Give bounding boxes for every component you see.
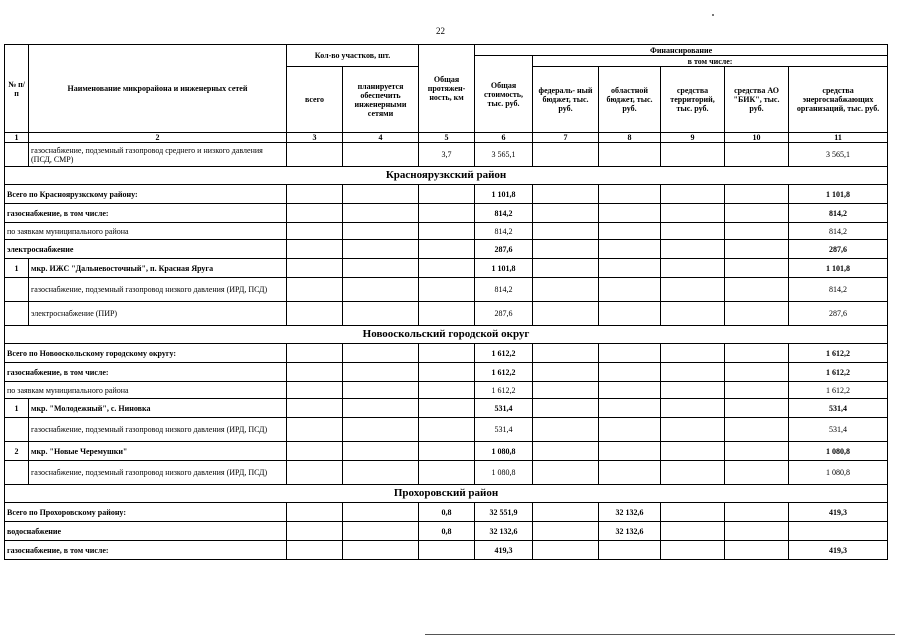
total-cost-cell: 1 612,2 (475, 363, 533, 382)
table-row (5, 541, 888, 560)
header-length: Общая протяжен- ность, км (419, 45, 475, 133)
federal-cell (533, 503, 599, 522)
energy-cell: 1 080,8 (789, 461, 888, 485)
row-name: газоснабжение, подземный газопровод среднего и низкого давления (ПСД, СМР) (29, 143, 287, 167)
table-row (5, 363, 888, 382)
row-name: мкр. "Молодежный", с. Ниновка (29, 399, 287, 418)
plots-total-cell (287, 503, 343, 522)
territories-cell (661, 363, 725, 382)
energy-cell: 1 080,8 (789, 442, 888, 461)
scan-speck (712, 14, 714, 16)
column-number: 3 (287, 133, 343, 143)
federal-cell (533, 399, 599, 418)
header-bik: средства АО "БИК", тыс. руб. (725, 67, 789, 133)
row-name: Всего по Прохоровскому району: (5, 503, 287, 522)
plots-planned-cell (343, 382, 419, 399)
length-cell: 0,8 (419, 503, 475, 522)
energy-cell: 531,4 (789, 418, 888, 442)
total-cost-cell: 1 101,8 (475, 259, 533, 278)
total-cost-cell: 1 612,2 (475, 344, 533, 363)
column-number: 8 (599, 133, 661, 143)
table-row (5, 344, 888, 363)
table-row (5, 522, 888, 541)
total-cost-cell: 419,3 (475, 541, 533, 560)
regional-cell (599, 143, 661, 167)
federal-cell (533, 302, 599, 326)
federal-cell (533, 418, 599, 442)
row-name: газоснабжение, в том числе: (5, 204, 287, 223)
federal-cell (533, 461, 599, 485)
column-number: 4 (343, 133, 419, 143)
header-name: Наименование микрорайона и инженерных сетей (29, 45, 287, 133)
bik-cell (725, 461, 789, 485)
regional-cell (599, 363, 661, 382)
bik-cell (725, 503, 789, 522)
length-cell (419, 259, 475, 278)
regional-cell: 32 132,6 (599, 522, 661, 541)
federal-cell (533, 185, 599, 204)
length-cell (419, 363, 475, 382)
territories-cell (661, 344, 725, 363)
row-num: 2 (5, 442, 29, 461)
bik-cell (725, 399, 789, 418)
table-row (5, 204, 888, 223)
row-num: 1 (5, 259, 29, 278)
header-total-cost: Общая стоимость, тыс. руб. (475, 56, 533, 133)
header-plots-planned: планируется обеспечить инженерными сетями (343, 67, 419, 133)
row-name: электроснабжение (5, 240, 287, 259)
header-territories: средства территорий, тыс. руб. (661, 67, 725, 133)
plots-planned-cell (343, 541, 419, 560)
row-name: газоснабжение, подземный газопровод низкого давления (ИРД, ПСД) (29, 278, 287, 302)
row-name: водоснабжение (5, 522, 287, 541)
total-cost-cell: 1 080,8 (475, 442, 533, 461)
energy-cell: 419,3 (789, 503, 888, 522)
regional-cell (599, 185, 661, 204)
table-row (5, 143, 888, 167)
table-row (5, 278, 888, 302)
total-cost-cell: 814,2 (475, 223, 533, 240)
regional-cell (599, 541, 661, 560)
territories-cell (661, 382, 725, 399)
row-name: по заявкам муниципального района (5, 382, 287, 399)
header-including: в том числе: (533, 56, 888, 67)
length-cell (419, 461, 475, 485)
plots-total-cell (287, 461, 343, 485)
plots-total-cell (287, 418, 343, 442)
regional-cell: 32 132,6 (599, 503, 661, 522)
bottom-rule (425, 634, 895, 635)
plots-total-cell (287, 399, 343, 418)
territories-cell (661, 418, 725, 442)
federal-cell (533, 204, 599, 223)
column-number: 7 (533, 133, 599, 143)
plots-planned-cell (343, 363, 419, 382)
row-num (5, 278, 29, 302)
energy-cell: 1 101,8 (789, 259, 888, 278)
length-cell (419, 204, 475, 223)
plots-planned-cell (343, 461, 419, 485)
federal-cell (533, 240, 599, 259)
territories-cell (661, 185, 725, 204)
plots-planned-cell (343, 240, 419, 259)
regional-cell (599, 278, 661, 302)
row-name: газоснабжение, подземный газопровод низкого давления (ИРД, ПСД) (29, 461, 287, 485)
table-row (5, 223, 888, 240)
row-name: электроснабжение (ПИР) (29, 302, 287, 326)
energy-cell: 419,3 (789, 541, 888, 560)
plots-planned-cell (343, 503, 419, 522)
territories-cell (661, 522, 725, 541)
total-cost-cell: 287,6 (475, 240, 533, 259)
territories-cell (661, 240, 725, 259)
regional-cell (599, 399, 661, 418)
plots-total-cell (287, 302, 343, 326)
territories-cell (661, 204, 725, 223)
bik-cell (725, 418, 789, 442)
territories-cell (661, 278, 725, 302)
table-row (5, 259, 888, 278)
row-num (5, 302, 29, 326)
plots-planned-cell (343, 302, 419, 326)
row-name: мкр. ИЖС "Дальневосточный", п. Красная Яруга (29, 259, 287, 278)
regional-cell (599, 302, 661, 326)
bik-cell (725, 442, 789, 461)
plots-planned-cell (343, 185, 419, 204)
territories-cell (661, 503, 725, 522)
total-cost-cell: 814,2 (475, 278, 533, 302)
energy-cell: 1 612,2 (789, 382, 888, 399)
column-number: 9 (661, 133, 725, 143)
territories-cell (661, 399, 725, 418)
federal-cell (533, 223, 599, 240)
bik-cell (725, 363, 789, 382)
table-body (5, 143, 888, 560)
regional-cell (599, 204, 661, 223)
plots-planned-cell (343, 418, 419, 442)
row-num (5, 143, 29, 167)
territories-cell (661, 461, 725, 485)
table-row (5, 503, 888, 522)
total-cost-cell: 1 101,8 (475, 185, 533, 204)
federal-cell (533, 541, 599, 560)
column-number: 5 (419, 133, 475, 143)
header-regional: областной бюджет, тыс. руб. (599, 67, 661, 133)
column-number: 11 (789, 133, 888, 143)
plots-total-cell (287, 240, 343, 259)
section-row (5, 167, 888, 185)
total-cost-cell: 3 565,1 (475, 143, 533, 167)
plots-planned-cell (343, 344, 419, 363)
header-plots-total: всего (287, 67, 343, 133)
section-title: Новооскольский городской округ (5, 326, 888, 344)
row-name: Всего по Красноярузкскому району: (5, 185, 287, 204)
table-row (5, 302, 888, 326)
total-cost-cell: 531,4 (475, 418, 533, 442)
financing-table (4, 44, 888, 560)
energy-cell: 531,4 (789, 399, 888, 418)
territories-cell (661, 223, 725, 240)
column-number: 6 (475, 133, 533, 143)
row-num (5, 418, 29, 442)
bik-cell (725, 240, 789, 259)
length-cell (419, 240, 475, 259)
federal-cell (533, 278, 599, 302)
table-row (5, 382, 888, 399)
length-cell (419, 302, 475, 326)
plots-total-cell (287, 541, 343, 560)
table-header (5, 45, 888, 143)
plots-planned-cell (343, 442, 419, 461)
bik-cell (725, 522, 789, 541)
column-number: 1 (5, 133, 29, 143)
total-cost-cell: 32 551,9 (475, 503, 533, 522)
header-plots: Кол-во участков, шт. (287, 45, 419, 67)
length-cell (419, 344, 475, 363)
section-title: Красноярузкский район (5, 167, 888, 185)
total-cost-cell: 287,6 (475, 302, 533, 326)
federal-cell (533, 143, 599, 167)
plots-total-cell (287, 522, 343, 541)
bik-cell (725, 185, 789, 204)
regional-cell (599, 418, 661, 442)
energy-cell: 3 565,1 (789, 143, 888, 167)
table-row (5, 461, 888, 485)
energy-cell: 814,2 (789, 204, 888, 223)
plots-planned-cell (343, 223, 419, 240)
table-row (5, 185, 888, 204)
total-cost-cell: 32 132,6 (475, 522, 533, 541)
row-name: Всего по Новооскольскому городскому округу: (5, 344, 287, 363)
plots-total-cell (287, 442, 343, 461)
energy-cell: 814,2 (789, 223, 888, 240)
bik-cell (725, 344, 789, 363)
length-cell: 3,7 (419, 143, 475, 167)
header-federal: федераль- ный бюджет, тыс. руб. (533, 67, 599, 133)
regional-cell (599, 344, 661, 363)
length-cell (419, 399, 475, 418)
regional-cell (599, 461, 661, 485)
table-row (5, 399, 888, 418)
section-row (5, 485, 888, 503)
federal-cell (533, 363, 599, 382)
plots-total-cell (287, 143, 343, 167)
federal-cell (533, 382, 599, 399)
plots-total-cell (287, 204, 343, 223)
row-name: по заявкам муниципального района (5, 223, 287, 240)
total-cost-cell: 531,4 (475, 399, 533, 418)
federal-cell (533, 344, 599, 363)
length-cell (419, 185, 475, 204)
column-number-row (5, 133, 888, 143)
header-energy: средства энергоснабжающих организаций, тыс. руб. (789, 67, 888, 133)
total-cost-cell: 1 080,8 (475, 461, 533, 485)
financing-table-wrapper (4, 44, 887, 560)
column-number: 2 (29, 133, 287, 143)
length-cell (419, 223, 475, 240)
bik-cell (725, 302, 789, 326)
bik-cell (725, 278, 789, 302)
regional-cell (599, 259, 661, 278)
row-name: газоснабжение, в том числе: (5, 363, 287, 382)
bik-cell (725, 223, 789, 240)
row-name: газоснабжение, подземный газопровод низкого давления (ИРД, ПСД) (29, 418, 287, 442)
plots-total-cell (287, 223, 343, 240)
energy-cell (789, 522, 888, 541)
page-number: 22 (436, 26, 445, 36)
plots-planned-cell (343, 204, 419, 223)
row-num: 1 (5, 399, 29, 418)
table-row (5, 418, 888, 442)
regional-cell (599, 382, 661, 399)
territories-cell (661, 259, 725, 278)
total-cost-cell: 814,2 (475, 204, 533, 223)
energy-cell: 287,6 (789, 302, 888, 326)
row-name: газоснабжение, в том числе: (5, 541, 287, 560)
plots-total-cell (287, 382, 343, 399)
section-row (5, 326, 888, 344)
plots-planned-cell (343, 278, 419, 302)
bik-cell (725, 541, 789, 560)
regional-cell (599, 223, 661, 240)
length-cell: 0,8 (419, 522, 475, 541)
territories-cell (661, 143, 725, 167)
plots-total-cell (287, 278, 343, 302)
header-financing: Финансирование (475, 45, 888, 56)
energy-cell: 814,2 (789, 278, 888, 302)
length-cell (419, 541, 475, 560)
regional-cell (599, 442, 661, 461)
federal-cell (533, 259, 599, 278)
bik-cell (725, 382, 789, 399)
plots-planned-cell (343, 399, 419, 418)
plots-planned-cell (343, 143, 419, 167)
bik-cell (725, 143, 789, 167)
length-cell (419, 418, 475, 442)
total-cost-cell: 1 612,2 (475, 382, 533, 399)
row-num (5, 461, 29, 485)
length-cell (419, 442, 475, 461)
energy-cell: 287,6 (789, 240, 888, 259)
plots-total-cell (287, 185, 343, 204)
column-number: 10 (725, 133, 789, 143)
length-cell (419, 382, 475, 399)
plots-total-cell (287, 344, 343, 363)
energy-cell: 1 612,2 (789, 344, 888, 363)
federal-cell (533, 442, 599, 461)
energy-cell: 1 612,2 (789, 363, 888, 382)
plots-total-cell (287, 259, 343, 278)
territories-cell (661, 541, 725, 560)
territories-cell (661, 442, 725, 461)
length-cell (419, 278, 475, 302)
territories-cell (661, 302, 725, 326)
row-name: мкр. "Новые Черемушки" (29, 442, 287, 461)
plots-total-cell (287, 363, 343, 382)
regional-cell (599, 240, 661, 259)
section-title: Прохоровский район (5, 485, 888, 503)
bik-cell (725, 259, 789, 278)
bik-cell (725, 204, 789, 223)
plots-planned-cell (343, 522, 419, 541)
header-num: № п/п (5, 45, 29, 133)
energy-cell: 1 101,8 (789, 185, 888, 204)
table-row (5, 240, 888, 259)
plots-planned-cell (343, 259, 419, 278)
federal-cell (533, 522, 599, 541)
table-row (5, 442, 888, 461)
